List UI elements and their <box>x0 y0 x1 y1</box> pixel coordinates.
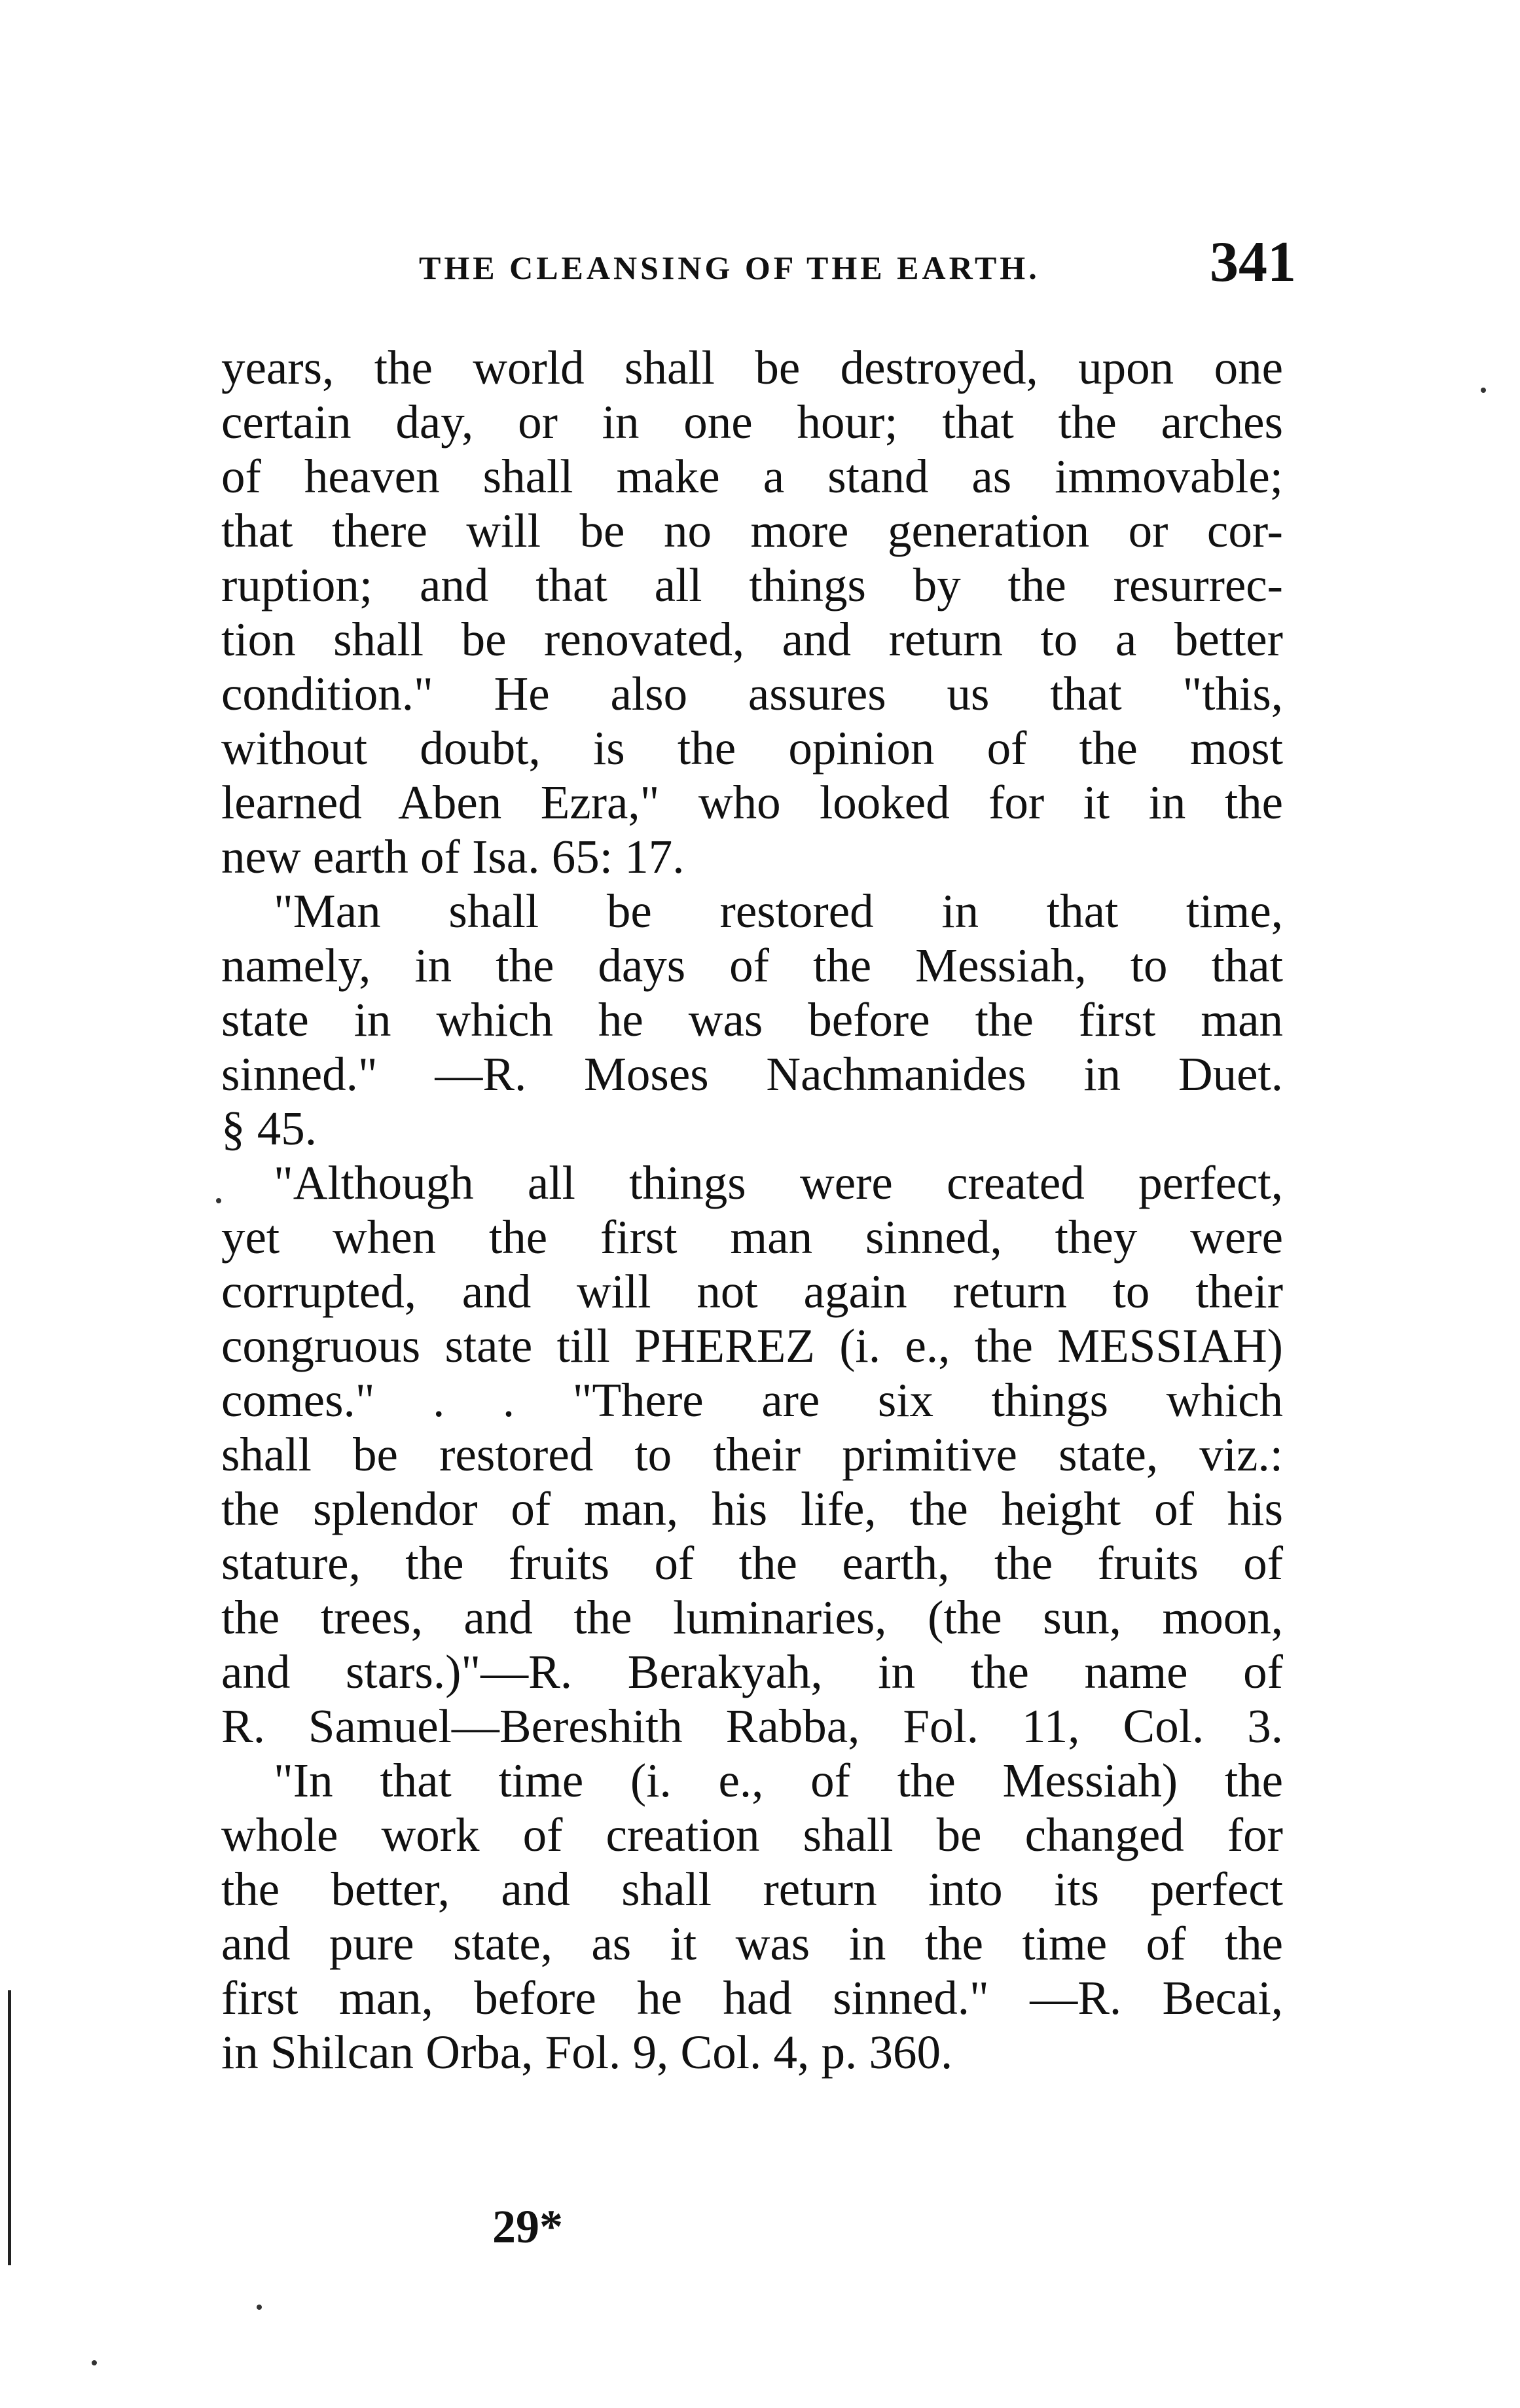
text-line: comes." . . "There are six things which <box>221 1374 1283 1427</box>
text-line: in Shilcan Orba, Fol. 9, Col. 4, p. 360. <box>221 2026 953 2079</box>
text-line: years, the world shall be destroyed, upon one <box>221 341 1283 394</box>
running-title: THE CLEANSING OF THE EARTH. <box>419 249 1040 286</box>
text-line: "In that time (i. e., of the Messiah) the <box>274 1754 1283 1807</box>
scan-margin-line <box>8 1990 11 2265</box>
text-line: namely, in the days of the Messiah, to that <box>221 939 1283 992</box>
text-line: § 45. <box>221 1102 317 1155</box>
text-line: first man, before he had sinned." —R. Becai, <box>221 1971 1283 2024</box>
text-line: condition." He also assures us that "this, <box>221 667 1283 720</box>
text-line: whole work of creation shall be changed for <box>221 1808 1283 1861</box>
signature-mark: 29* <box>492 2200 563 2253</box>
text-line: of heaven shall make a stand as immovable; <box>221 450 1283 503</box>
scan-speck <box>1481 388 1486 393</box>
text-line: new earth of Isa. 65: 17. <box>221 830 685 883</box>
text-line: tion shall be renovated, and return to a better <box>221 613 1283 666</box>
text-line: state in which he was before the first man <box>221 993 1283 1046</box>
text-line: without doubt, is the opinion of the most <box>221 721 1283 775</box>
text-line: and stars.)"—R. Berakyah, in the name of <box>221 1645 1283 1698</box>
scan-speck <box>216 1198 221 1203</box>
text-line: R. Samuel—Bereshith Rabba, Fol. 11, Col. 3. <box>221 1700 1283 1753</box>
page-number: 341 <box>1210 230 1296 294</box>
text-line: congruous state till PHEREZ (i. e., the MESSIAH) <box>221 1319 1283 1372</box>
text-line: and pure state, as it was in the time of the <box>221 1917 1283 1970</box>
text-line: yet when the first man sinned, they were <box>221 1211 1283 1264</box>
page-header <box>223 229 1296 301</box>
text-line: ruption; and that all things by the resurrec- <box>221 558 1283 611</box>
text-line: stature, the fruits of the earth, the fruits of <box>221 1537 1283 1590</box>
text-line: learned Aben Ezra," who looked for it in the <box>221 776 1283 829</box>
text-line: corrupted, and will not again return to their <box>221 1265 1283 1318</box>
text-line: the splendor of man, his life, the height of his <box>221 1482 1283 1535</box>
text-line: that there will be no more generation or cor- <box>221 504 1283 557</box>
body-text <box>221 340 1283 2079</box>
text-line: the better, and shall return into its perfect <box>221 1863 1283 1916</box>
text-line: sinned." —R. Moses Nachmanides in Duet. <box>221 1048 1283 1101</box>
scan-speck <box>257 2305 262 2310</box>
text-line: "Although all things were created perfect, <box>274 1156 1283 1209</box>
scan-speck <box>92 2360 97 2365</box>
text-line: the trees, and the luminaries, (the sun, moon, <box>221 1591 1283 1644</box>
text-line: "Man shall be restored in that time, <box>274 885 1283 938</box>
text-line: certain day, or in one hour; that the arches <box>221 395 1283 448</box>
text-line: shall be restored to their primitive state, viz.: <box>221 1428 1283 1481</box>
